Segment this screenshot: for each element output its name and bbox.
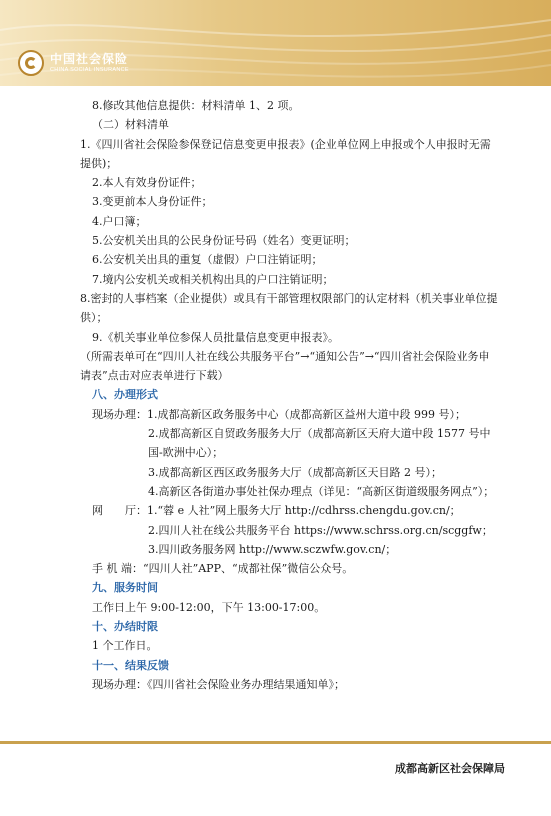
- mobile-line: 手 机 端：“四川人社”APP、“成都社保”微信公众号。: [92, 562, 354, 576]
- service-hours: 工作日上午 9:00-12:00，下午 13:00-17:00。: [92, 600, 326, 614]
- section-heading-10: 十、办结时限: [92, 620, 158, 634]
- onsite-label: 现场办理：: [92, 407, 147, 421]
- web-link-1[interactable]: 1.“蓉 e 人社”网上服务大厅 http://cdhrss.chengdu.gov.cn/；: [147, 504, 461, 518]
- web-row-1: [92, 501, 492, 520]
- onsite-item-2: 2.成都高新区自贸政务服务大厅（成都高新区天府大道中段 1577 号中国-欧洲中心）；: [148, 427, 491, 460]
- web-link-2[interactable]: 2.四川人社在线公共服务平台 https://www.schrss.org.cn/scggfw；: [148, 523, 493, 537]
- page-header: [0, 0, 551, 86]
- web-link-3[interactable]: 3.四川政务服务网 http://www.sczwfw.gov.cn/；: [148, 542, 397, 556]
- text-line: （所需表单可在“四川人社在线公共服务平台”→“通知公告”→“四川省社会保险业务申请表”点击对应表单进行下载）: [80, 349, 490, 383]
- logo-title: 中国社会保险: [50, 51, 129, 66]
- section-heading-8: 八、办理形式: [92, 388, 158, 402]
- text-line: 1.《四川省社会保险参保登记信息变更申报表》(企业单位网上申报或个人申报时无需提供)；: [80, 137, 491, 170]
- text-line: 2.本人有效身份证件；: [92, 176, 202, 190]
- text-line: 3.变更前本人身份证件；: [92, 195, 213, 209]
- text-line: 8.修改其他信息提供：材料清单 1、2 项。: [92, 99, 300, 112]
- document-body: [80, 96, 498, 694]
- onsite-item-1: 1.成都高新区政务服务中心（成都高新区益州大道中段 999 号）；: [147, 407, 466, 421]
- text-line: 7.境内公安机关或相关机构出具的户口注销证明；: [92, 272, 334, 286]
- web-label: 网 厅：: [92, 504, 147, 518]
- section-heading-9: 九、服务时间: [92, 581, 158, 595]
- text-line: 6.公安机关出具的重复（虚假）户口注销证明；: [92, 253, 323, 267]
- logo-subtitle: CHINA SOCIAL INSURANCE: [50, 66, 129, 73]
- footer-organization: 成都高新区社会保障局: [395, 762, 505, 775]
- text-line: 8.密封的人事档案（企业提供）或具有干部管理权限部门的认定材料（机关事业单位提供）；: [80, 291, 498, 325]
- social-insurance-logo-icon: [18, 50, 44, 76]
- section-subheading: （二）材料清单: [92, 118, 169, 132]
- onsite-item-3: 3.成都高新区西区政务服务大厅（成都高新区天目路 2 号）；: [148, 465, 442, 479]
- onsite-item-4: 4.高新区各街道办事处社保办理点（详见：“高新区街道级服务网点”）；: [148, 484, 495, 498]
- logo: [18, 48, 168, 78]
- text-line: 5.公安机关出具的公民身份证号码（姓名）变更证明；: [92, 234, 356, 248]
- time-limit: 1 个工作日。: [92, 639, 158, 653]
- text-line: 9.《机关事业单位参保人员批量信息变更申报表》。: [92, 330, 339, 344]
- text-line: 4.户口簿；: [92, 214, 147, 228]
- footer-divider: [0, 741, 551, 744]
- onsite-row-1: [92, 405, 492, 424]
- result-feedback: 现场办理：《四川省社会保险业务办理结果通知单》；: [92, 677, 345, 691]
- section-heading-11: 十一、结果反馈: [92, 658, 169, 672]
